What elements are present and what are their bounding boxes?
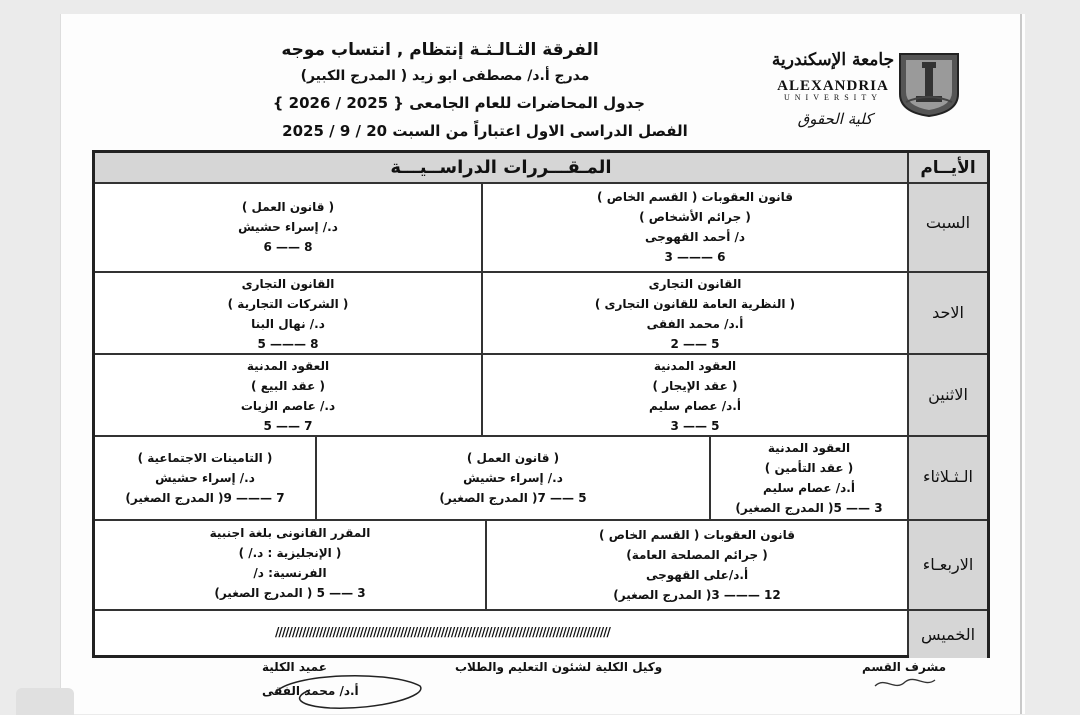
row-divider	[95, 271, 987, 273]
day-tuesday: الـثـلاثاء	[923, 467, 973, 486]
day-thursday: الخميس	[920, 625, 976, 644]
days-header: الأيــام	[920, 158, 976, 178]
dean-signature-scribble	[270, 668, 430, 713]
course-cell: ( قانون العمل ) د./ إسراء حشيش 8 —— 6	[238, 200, 338, 254]
university-name-arabic: جامعة الإسكندرية	[771, 50, 895, 70]
day-wednesday: الاربعـاء	[922, 555, 974, 574]
row-divider	[95, 519, 987, 521]
page-edge-right	[1020, 14, 1022, 714]
faculty-name: كلية الحقوق	[797, 110, 873, 128]
course-cell: القانون التجارى ( النظرية العامة للقانون التجارى ) أ.د/ محمد الفقى 5 —— 2	[594, 277, 796, 351]
dean-name-label: أ.د/ محمد الفقى	[262, 684, 359, 698]
course-cell: العقود المدنية ( عقد الإيجار ) أ.د/ عصام سليم 5 —— 3	[649, 359, 741, 433]
row-divider	[95, 182, 987, 184]
header-line-4: الفصل الدراسى الاول اعتباراً من السبت 20 / 9 / 2025	[282, 122, 688, 140]
course-cell: العقود المدنية ( عقد التأمين ) أ.د/ عصام سليم 3 —— 5( المدرج الصغير)	[735, 441, 883, 515]
day-saturday: السبت	[925, 213, 971, 232]
header-line-3: جدول المحاضرات للعام الجامعى { 2025 / 2026 }	[272, 94, 645, 112]
thursday-empty-filler: ///////////////////////////////////////////////////////////////////////////////////////////////////	[275, 625, 610, 639]
dept-supervisor-label: مشرف القسم	[862, 660, 947, 674]
course-cell: قانون العقوبات ( القسم الخاص ) ( جرائم الأشخاص ) د/ أحمد القهوجى 6 ——— 3	[597, 190, 793, 264]
course-cell: المقرر القانونى بلغة اجنبية ( الإنجليزية : د./ ) الفرنسية: د/ 3 —— 5 ( المدرج الصغير)	[209, 526, 371, 600]
university-name-english: ALEXANDRIA	[777, 78, 889, 94]
dean-title-label: عميد الكلية	[262, 660, 327, 674]
course-cell: القانون التجارى ( الشركات التجارية ) د./ نهال البنا 8 ——— 5	[227, 277, 349, 351]
timetable	[92, 150, 990, 658]
vice-dean-label: وكيل الكلية لشئون التعليم والطلاب	[455, 660, 663, 674]
days-column	[909, 183, 987, 658]
day-monday: الاثنين	[928, 385, 968, 404]
courses-header: المـقـــررات الدراســيـــة	[390, 157, 612, 178]
row-divider	[95, 609, 987, 611]
course-cell: العقود المدنية ( عقد البيع ) د./ عاصم الزيات 7 —— 5	[240, 359, 336, 433]
header-line-1: الفرقة الثـالـثـة إنتظام , انتساب موجه	[281, 40, 599, 60]
course-cell: قانون العقوبات ( القسم الخاص ) ( جرائم المصلحة العامة) أ.د/على القهوجى 12 ——— 3( المدرج الصغير)	[599, 528, 795, 602]
course-cell: ( قانون العمل ) د./ إسراء حشيش 5 —— 7( المدرج الصغير)	[439, 451, 587, 505]
header-line-2: مدرج أ.د/ مصطفى ابو زيد ( المدرج الكبير)	[300, 68, 590, 84]
supervisor-signature-scribble	[870, 674, 940, 694]
university-crest-icon	[898, 52, 960, 118]
page-edge-left	[60, 14, 61, 714]
day-sunday: الاحد	[932, 303, 964, 322]
course-cell: ( التامينات الاجتماعية ) د./ إسراء حشيش 7 ——— 9( المدرج الصغير)	[125, 451, 285, 505]
page-corner-badge	[16, 688, 74, 715]
university-subtitle: UNIVERSITY	[784, 93, 882, 102]
